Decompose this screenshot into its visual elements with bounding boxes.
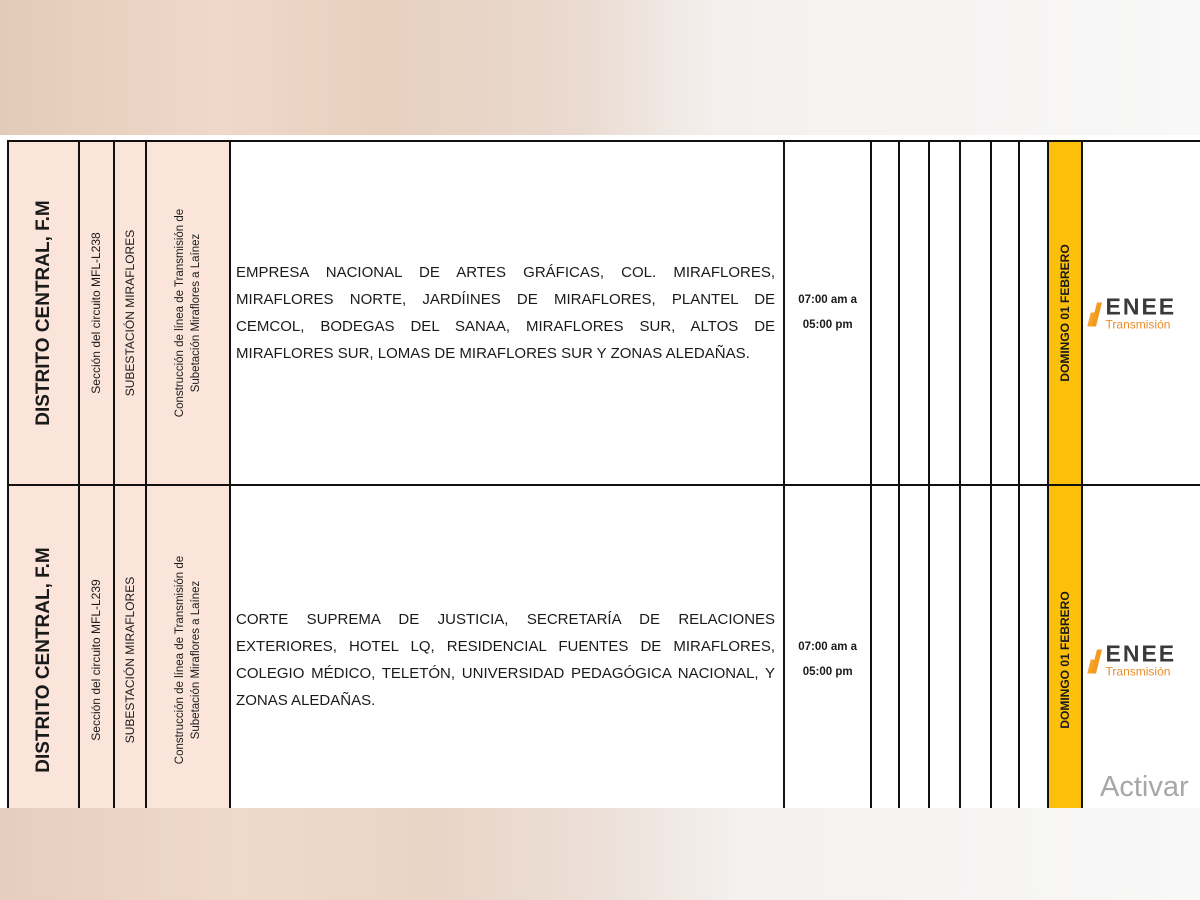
- work-reason-label: [172, 209, 204, 417]
- work-reason-line1: Construcción de línea de Transmisión de: [174, 555, 187, 765]
- subestacion-cell: [114, 485, 147, 808]
- day-cell-highlighted: [1048, 485, 1082, 808]
- logo-cell: [1082, 485, 1200, 808]
- table-row: [8, 485, 1200, 808]
- municipio-label: DISTRITO CENTRAL, F.M: [32, 547, 54, 773]
- activation-watermark: Activar: [1100, 771, 1189, 803]
- outage-schedule-table: [7, 140, 1200, 808]
- empty-day-cell: [871, 141, 899, 485]
- seccion-cell: [79, 485, 114, 808]
- municipio-label: DISTRITO CENTRAL, F.M: [32, 200, 54, 426]
- empty-day-cell: [1019, 141, 1048, 485]
- seccion-cell: [79, 141, 114, 485]
- end-time: 05:00 pm: [802, 666, 853, 678]
- table-row: [8, 141, 1200, 485]
- blurred-background-bottom: [0, 808, 1200, 900]
- work-reason-line2: Subetación Miraflores a Laínez: [190, 580, 203, 740]
- empty-day-cell: [960, 485, 991, 808]
- subestacion-cell: [114, 141, 147, 485]
- horario-cell: [784, 485, 871, 808]
- day-label: DOMINGO 01 FEBRERO: [1057, 244, 1072, 382]
- substation-label: SUBESTACIÓN MIRAFLORES: [122, 229, 137, 397]
- substation-label: SUBESTACIÓN MIRAFLORES: [122, 576, 137, 744]
- empty-day-cell: [899, 141, 929, 485]
- municipio-cell: [8, 141, 79, 485]
- empty-day-cell: [929, 141, 961, 485]
- logo-subtitle: Transmisión: [1105, 664, 1171, 679]
- schedule-time: [785, 288, 870, 338]
- sectores-cell: [230, 485, 784, 808]
- circuit-section-label: Sección del circuito MFL-L239: [89, 579, 104, 741]
- empty-day-cell: [899, 485, 929, 808]
- work-reason-label: [172, 556, 204, 764]
- logo-cell: [1082, 141, 1200, 485]
- municipio-cell: [8, 485, 79, 808]
- motivo-cell: [146, 141, 230, 485]
- day-label: DOMINGO 01 FEBRERO: [1057, 591, 1072, 729]
- day-cell-highlighted: [1048, 141, 1082, 485]
- motivo-cell: [146, 485, 230, 808]
- end-time: 05:00 pm: [802, 319, 853, 331]
- outage-schedule-sheet: [0, 135, 1200, 808]
- empty-day-cell: [929, 485, 961, 808]
- enee-logo-icon: [1089, 645, 1103, 675]
- empty-day-cell: [991, 485, 1020, 808]
- horario-cell: [784, 141, 871, 485]
- work-reason-line2: Subetación Miraflores a Laínez: [190, 233, 203, 393]
- logo-name: ENEE: [1105, 640, 1177, 667]
- enee-logo-icon: [1089, 298, 1103, 328]
- affected-sectors-text: CORTE SUPREMA DE JUSTICIA, SECRETARÍA DE RELACIONES EXTERIORES, HOTEL LQ, RESIDENCIAL FUENTES DE MIRAFLORES, COLEGIO MÉDICO, TELETÓN, UNIVERSIDAD PEDAGÓGICA NACIONAL, Y ZONAS ALEDAÑAS.: [236, 611, 776, 709]
- logo-name: ENEE: [1105, 293, 1177, 320]
- work-reason-line1: Construcción de línea de Transmisión de: [174, 208, 187, 418]
- start-time: 07:00 am a: [798, 294, 858, 306]
- logo-subtitle: Transmisión: [1105, 317, 1171, 332]
- empty-day-cell: [1019, 485, 1048, 808]
- enee-logo: [1089, 295, 1177, 332]
- empty-day-cell: [960, 141, 991, 485]
- blurred-background-top: [0, 0, 1200, 135]
- enee-logo: [1089, 642, 1177, 679]
- empty-day-cell: [991, 141, 1020, 485]
- circuit-section-label: Sección del circuito MFL-L238: [89, 232, 104, 394]
- start-time: 07:00 am a: [798, 641, 858, 653]
- empty-day-cell: [871, 485, 899, 808]
- sectores-cell: [230, 141, 784, 485]
- affected-sectors-text: EMPRESA NACIONAL DE ARTES GRÁFICAS, COL. MIRAFLORES, MIRAFLORES NORTE, JARDÍINES DE MIRAFLORES, PLANTEL DE CEMCOL, BODEGAS DEL SANAA, MIRAFLORES SUR, ALTOS DE MIRAFLORES SUR, LOMAS DE MIRAFLORES SUR Y ZONAS ALEDAÑAS.: [236, 264, 776, 362]
- schedule-time: [785, 635, 870, 685]
